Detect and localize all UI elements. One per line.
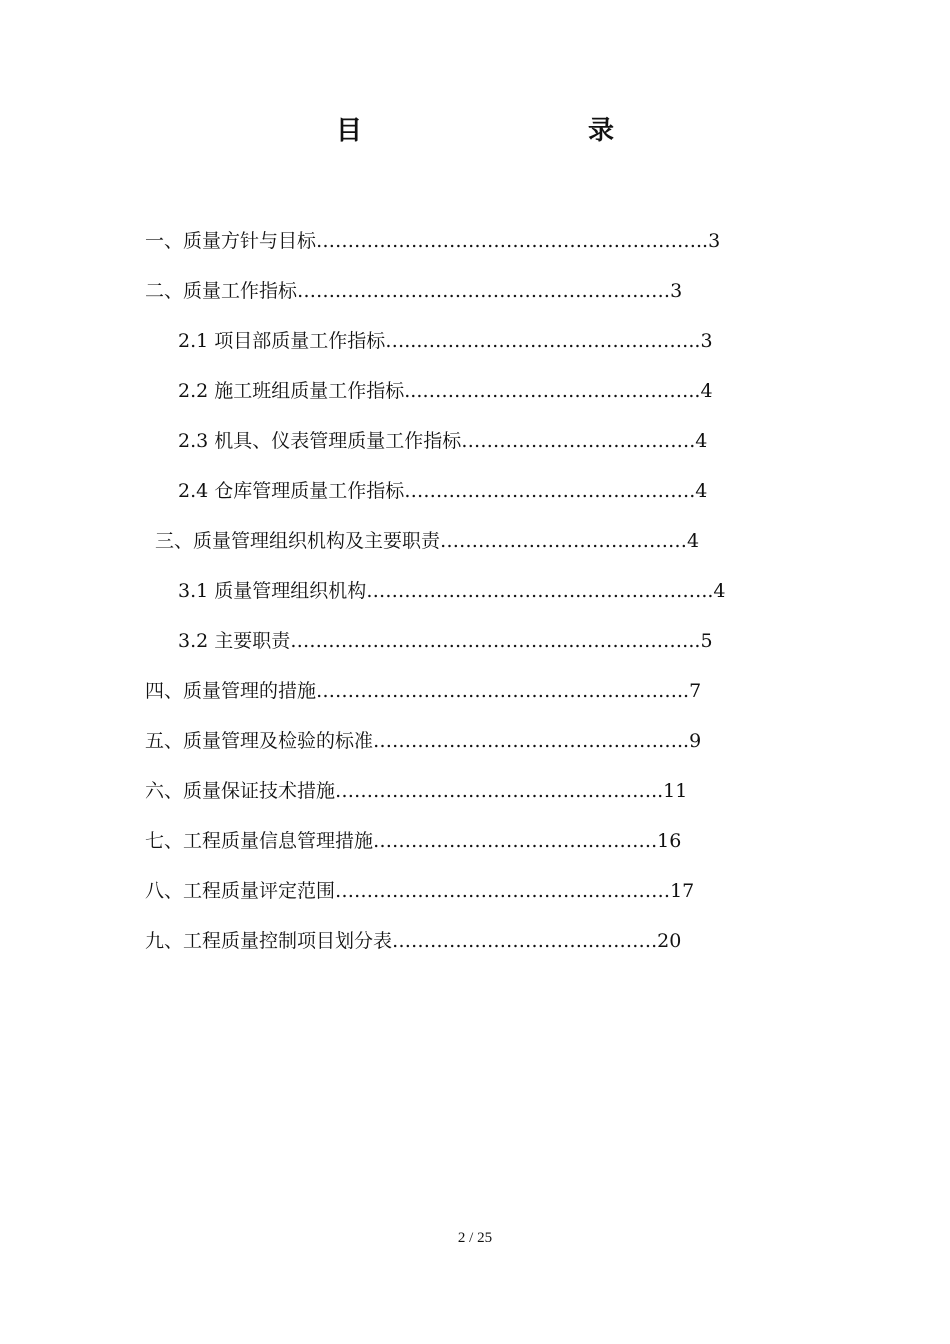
- toc-entry-2-4[interactable]: [178, 476, 810, 506]
- toc-entry-text: 四、质量管理的措施…………………………………………………..7: [145, 680, 702, 702]
- toc-entry-4[interactable]: [145, 676, 810, 706]
- toc-entry-text: 一、质量方针与目标……………………………………………………..3: [145, 230, 721, 252]
- toc-entry-3[interactable]: [155, 526, 810, 556]
- toc-entry-7[interactable]: [145, 826, 810, 856]
- toc-entry-text: 七、工程质量信息管理措施……………………………..……….16: [145, 830, 682, 852]
- toc-entry-5[interactable]: [145, 726, 810, 756]
- toc-entry-text: 3.2 主要职责……………………………………...………………..5: [178, 630, 713, 652]
- toc-entry-9[interactable]: [145, 926, 810, 956]
- toc-entry-text: 二、质量工作指标…….…………….………………………………3: [145, 280, 683, 302]
- toc-entry-text: 2.2 施工班组质量工作指标...……………………………………..4: [178, 380, 713, 402]
- toc-entry-text: 九、工程质量控制项目划分表…………………………..……….20: [145, 930, 682, 952]
- toc-entry-text: 八、工程质量评定范围…………………………………..…………17: [145, 880, 695, 902]
- toc-entry-text: 3.1 质量管理组织机构……………………………..………………..4: [178, 580, 726, 602]
- toc-entry-6[interactable]: [145, 776, 810, 806]
- toc-entry-1[interactable]: [145, 226, 810, 256]
- toc-entry-text: 2.4 仓库管理质量工作指标……………………………………….4: [178, 480, 708, 502]
- toc-entry-2-3[interactable]: [178, 426, 810, 456]
- toc-entry-text: 三、质量管理组织机构及主要职责…………………………………4: [155, 530, 700, 552]
- page-number: 2 / 25: [457, 1230, 493, 1246]
- toc-entry-2[interactable]: [145, 276, 810, 306]
- toc-entry-8[interactable]: [145, 876, 810, 906]
- toc-entry-3-2[interactable]: [178, 626, 810, 656]
- toc-entry-text: 五、质量管理及检验的标准…………………………………………..9: [145, 730, 702, 752]
- toc-entry-2-2[interactable]: [178, 376, 810, 406]
- toc-entry-2-1[interactable]: [178, 326, 810, 356]
- toc-entry-text: 2.3 机具、仪表管理质量工作指标……………………………….4: [178, 430, 708, 452]
- toc-entry-text: 六、质量保证技术措施…………………………….….…………..11: [145, 780, 688, 802]
- toc-entry-3-1[interactable]: [178, 576, 810, 606]
- page-title: 目 录: [335, 116, 672, 146]
- toc-entry-text: 2.1 项目部质量工作指标…...……………………………………..3: [178, 330, 713, 352]
